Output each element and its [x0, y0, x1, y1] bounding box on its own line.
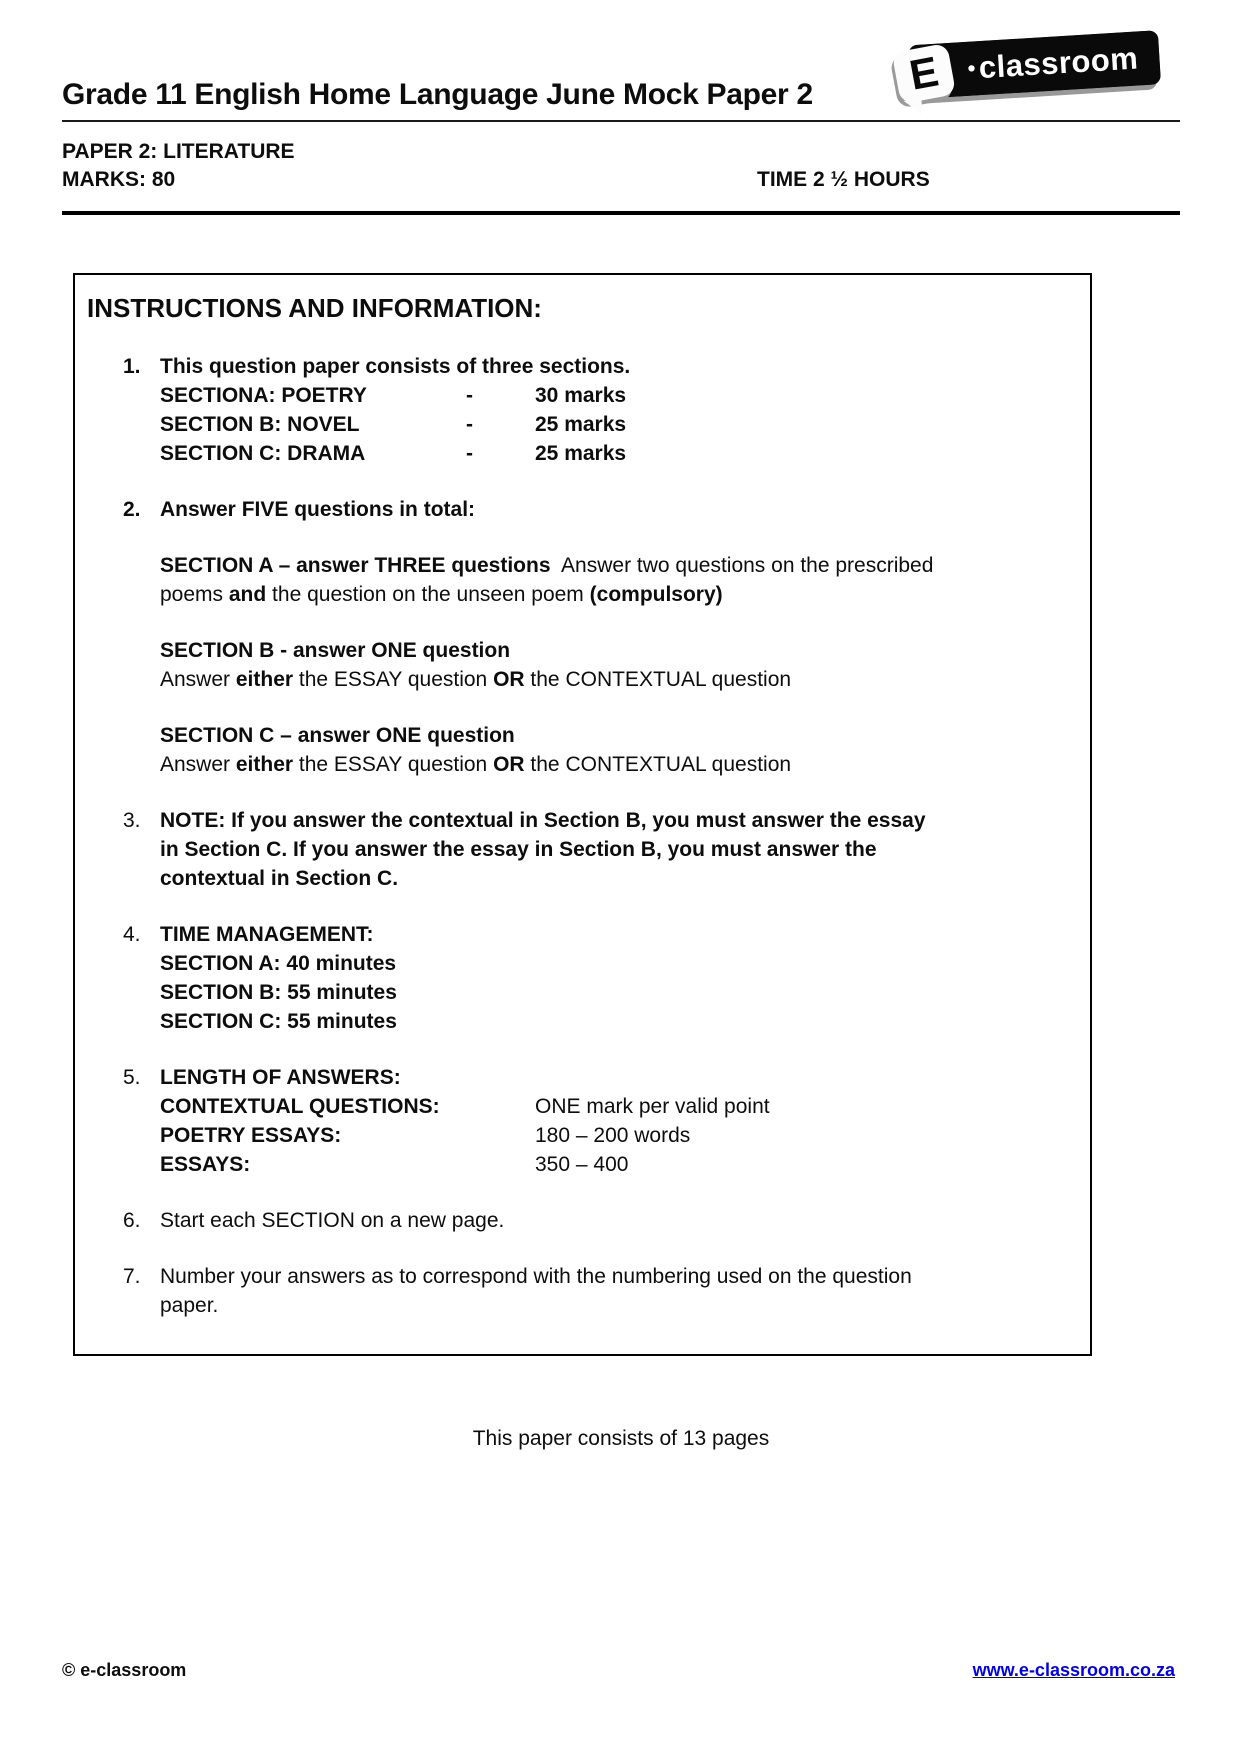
text-run: paper.: [160, 1294, 219, 1317]
text-line: [160, 920, 1076, 949]
text-line: [160, 949, 1076, 978]
item-number: 1.: [123, 355, 141, 378]
text-run: the ESSAY question: [293, 753, 494, 776]
row-value: 30 marks: [535, 384, 627, 407]
paragraph: [160, 495, 1076, 524]
paragraph: [160, 1262, 1076, 1320]
instruction-item-7: [87, 1262, 1076, 1320]
text-run: SECTION B - answer ONE question: [160, 639, 511, 662]
instructions-box: [73, 273, 1092, 1356]
instruction-item-1: [87, 352, 1076, 468]
text-run: the ESSAY question: [293, 668, 494, 691]
text-line: [160, 1063, 1076, 1092]
item-body: [160, 1262, 1076, 1320]
row-label: POETRY ESSAYS:: [160, 1124, 342, 1147]
item-body: [160, 1206, 1076, 1235]
instruction-item-5: [87, 1063, 1076, 1179]
text-line: [160, 495, 1076, 524]
text-line: [160, 665, 1076, 694]
section-marks-row: [160, 381, 1076, 410]
text-run: SECTION C – answer ONE question: [160, 724, 515, 747]
logo-word: classroom: [977, 40, 1140, 86]
logo-wordmark: [967, 40, 1140, 86]
page-count-note: This paper consists of 13 pages: [472, 1427, 770, 1450]
row-value: 350 – 400: [535, 1153, 629, 1176]
paragraph: [160, 1092, 1076, 1179]
website-link[interactable]: www.e-classroom.co.za: [972, 1660, 1175, 1680]
item-number: 3.: [123, 809, 141, 832]
text-run: SECTION B: 55 minutes: [160, 981, 397, 1004]
e-classroom-logo: [894, 28, 1168, 114]
text-run: Number your answers as to correspond with the numbering used on the question: [160, 1265, 912, 1288]
text-run: SECTION A: 40 minutes: [160, 952, 397, 975]
text-run: SECTION C: 55 minutes: [160, 1010, 397, 1033]
paragraph: [160, 920, 1076, 1036]
paragraph: [160, 721, 1076, 779]
text-line: [160, 750, 1076, 779]
item-body: [160, 806, 1076, 893]
text-line: [160, 580, 1076, 609]
text-run: TIME MANAGEMENT:: [160, 923, 374, 946]
row-value: 25 marks: [535, 413, 627, 436]
text-line: [160, 352, 1076, 381]
instruction-item-6: [87, 1206, 1076, 1235]
paragraph: [160, 551, 1076, 609]
speech-bubble-e-icon: [892, 43, 957, 104]
marks-label: MARKS: 80: [62, 168, 176, 191]
paragraph: [160, 1063, 1076, 1092]
text-line: [160, 1262, 1076, 1291]
text-run: This question paper consists of three sections.: [160, 355, 631, 378]
text-run: Answer: [160, 668, 236, 691]
answer-length-row: [160, 1092, 1076, 1121]
text-line: [160, 636, 1076, 665]
page-footer: [62, 1660, 1175, 1681]
text-run: and: [228, 583, 267, 606]
text-run: poems: [160, 583, 229, 606]
row-dash: -: [466, 442, 473, 465]
item-number: 4.: [123, 923, 141, 946]
paragraph: [160, 806, 1076, 893]
section-marks-row: [160, 410, 1076, 439]
marks-time-row: [62, 166, 1180, 194]
row-value: 180 – 200 words: [535, 1124, 691, 1147]
text-line: [160, 864, 1076, 893]
logo-e-letter: E: [905, 47, 942, 99]
answer-length-row: [160, 1150, 1076, 1179]
text-run: Answer two questions on the prescribed: [550, 554, 934, 577]
item-body: [160, 352, 1076, 468]
item-number: 7.: [123, 1265, 141, 1288]
paper-number-line: PAPER 2: LITERATURE: [62, 140, 295, 163]
item-body: [160, 495, 1076, 779]
item-body: [160, 1063, 1076, 1179]
text-run: Start each SECTION on a new page.: [160, 1209, 505, 1232]
text-line: [160, 835, 1076, 864]
exam-paper-page: [62, 0, 1180, 1453]
text-run: SECTION A – answer THREE questions: [160, 554, 551, 577]
copyright-text: © e-classroom: [62, 1660, 187, 1680]
instruction-item-3: [87, 806, 1076, 893]
text-line: [160, 1291, 1076, 1320]
instruction-item-4: [87, 920, 1076, 1036]
paper-subheader: [62, 138, 1180, 194]
text-run: OR: [493, 753, 525, 776]
text-run: either: [235, 668, 294, 691]
text-run: (compulsory): [589, 583, 723, 606]
text-line: [160, 1206, 1076, 1235]
answer-length-row: [160, 1121, 1076, 1150]
item-number: 2.: [123, 498, 141, 521]
row-value: ONE mark per valid point: [535, 1095, 770, 1118]
instructions-heading: INSTRUCTIONS AND INFORMATION:: [87, 293, 542, 323]
section-marks-row: [160, 439, 1076, 468]
subheader-divider: [62, 211, 1180, 215]
logo-dot: •: [966, 55, 977, 81]
text-run: contextual in Section C.: [160, 867, 399, 890]
row-dash: -: [466, 413, 473, 436]
text-line: [160, 721, 1076, 750]
paragraph: [160, 381, 1076, 468]
row-label: SECTIONA: POETRY: [160, 384, 367, 407]
header-divider: [62, 120, 1180, 122]
paragraph: [160, 1206, 1076, 1235]
text-run: LENGTH OF ANSWERS:: [160, 1066, 401, 1089]
page-title: Grade 11 English Home Language June Mock Paper 2: [62, 78, 813, 111]
text-run: Answer FIVE questions in total:: [160, 498, 476, 521]
row-value: 25 marks: [535, 442, 627, 465]
text-line: [160, 551, 1076, 580]
item-number: 6.: [123, 1209, 141, 1232]
time-label: TIME 2 ½ HOURS: [757, 168, 930, 191]
text-line: [160, 1007, 1076, 1036]
text-run: the CONTEXTUAL question: [524, 753, 792, 776]
row-dash: -: [466, 384, 473, 407]
item-body: [160, 920, 1076, 1036]
row-label: SECTION B: NOVEL: [160, 413, 360, 436]
text-run: in Section C. If you answer the essay in Section B, you must answer the: [160, 838, 877, 861]
row-label: SECTION C: DRAMA: [160, 442, 366, 465]
item-number: 5.: [123, 1066, 141, 1089]
text-line: [160, 806, 1076, 835]
text-run: Answer: [160, 753, 236, 776]
paragraph: [160, 352, 1076, 381]
text-run: NOTE: If you answer the contextual in Section B, you must answer the essay: [160, 809, 926, 832]
instructions-list: [87, 352, 1076, 1320]
row-label: ESSAYS:: [160, 1153, 251, 1176]
text-line: [160, 978, 1076, 1007]
text-run: the CONTEXTUAL question: [524, 668, 792, 691]
instruction-item-2: [87, 495, 1076, 779]
text-run: OR: [493, 668, 525, 691]
text-run: either: [235, 753, 294, 776]
text-run: the question on the unseen poem: [266, 583, 590, 606]
row-label: CONTEXTUAL QUESTIONS:: [160, 1095, 440, 1118]
paragraph: [160, 636, 1076, 694]
